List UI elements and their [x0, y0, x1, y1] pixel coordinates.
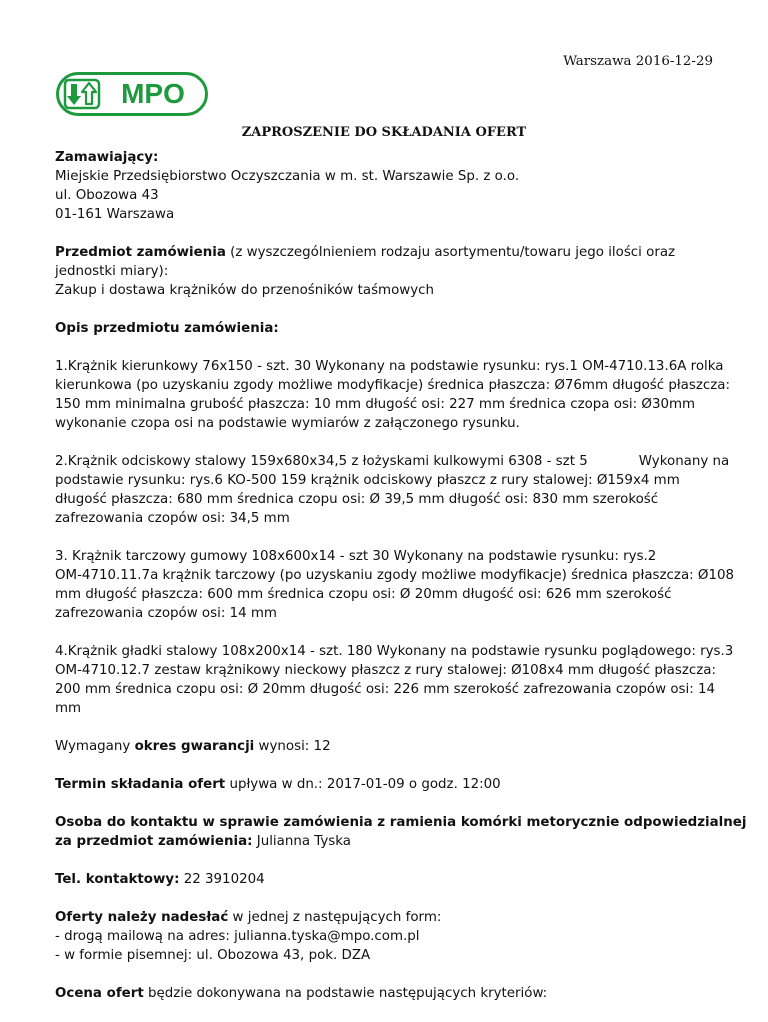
item-line: kierunkowa (po uzyskaniu zgody możliwe modyfikacje) średnica płaszcza: Ø76mm długość płaszcza:: [55, 378, 730, 393]
contact-section: [55, 813, 747, 851]
warranty-value: wynosi: 12: [254, 739, 331, 754]
offers-label: Oferty należy nadesłać: [55, 910, 229, 925]
evaluation-suffix: będzie dokonywana na podstawie następujących kryteriów:: [143, 986, 548, 1001]
warranty-prefix: Wymagany: [55, 739, 135, 754]
item-4: [55, 642, 734, 718]
item-line: mm długość płaszcza: 600 mm średnica czopu osi: Ø 20mm długość osi: 626 mm szerokość: [55, 587, 672, 602]
evaluation-label: Ocena ofert: [55, 986, 144, 1001]
mpo-logo: [56, 72, 208, 116]
item-1: [55, 357, 730, 433]
item-line: zafrezowania czopów osi: 34,5 mm: [55, 511, 290, 526]
document-body: [55, 148, 747, 1022]
deadline-label: Termin składania ofert: [55, 777, 226, 792]
item-line: 200 mm średnica czopu osi: Ø 20mm długość osi: 226 mm szerokość zafrezowania czopów osi: 14: [55, 682, 716, 697]
item-line: 4.Krążnik gładki stalowy 108x200x14 - szt. 180 Wykonany na podstawie rysunku poglądowego: rys.3: [55, 644, 734, 659]
subject-note-2: jednostki miary):: [55, 264, 169, 279]
subject-label: Przedmiot zamówienia: [55, 245, 226, 260]
contact-label-1: Osoba do kontaktu w sprawie zamówienia z ramienia komórki metorycznie odpowiedzialnej: [55, 815, 747, 830]
offers-postal-line: - w formie pisemnej: ul. Obozowa 43, pok. DZA: [55, 948, 371, 963]
item-3: [55, 547, 735, 623]
contact-label-2: za przedmiot zamówienia:: [55, 834, 253, 849]
phone-section: [55, 870, 725, 889]
item-line: 3. Krążnik tarczowy gumowy 108x600x14 - szt 30 Wykonany na podstawie rysunku: rys.2: [55, 549, 657, 564]
item-2: [55, 452, 730, 528]
offers-email-line: - drogą mailową na adres: julianna.tyska@mpo.com.pl: [55, 929, 420, 944]
item-line: długość płaszcza: 680 mm średnica czopu osi: Ø 39,5 mm długość osi: 830 mm szerokość: [55, 492, 659, 507]
item-line: mm: [55, 701, 82, 716]
document-title: ZAPROSZENIE DO SKŁADANIA OFERT: [241, 125, 527, 140]
warranty-section: [55, 737, 725, 756]
phone-label: Tel. kontaktowy:: [55, 872, 180, 887]
subject-section: [55, 243, 725, 300]
item-line: OM-4710.11.7a krążnik tarczowy (po uzyskaniu zgody możliwe modyfikacje) średnica płaszcza: Ø108: [55, 568, 735, 583]
ordering-party-street: ul. Obozowa 43: [55, 188, 159, 203]
ordering-party-label: Zamawiający:: [55, 150, 159, 165]
offers-suffix: w jednej z następujących form:: [228, 910, 442, 925]
subject-note-1: (z wyszczególnieniem rodzaju asortymentu/towaru jego ilości oraz: [225, 245, 676, 260]
item-line: podstawie rysunku: rys.6 KO-500 159 krążnik odciskowy płaszcz z rury stalowej: Ø159x4 mm: [55, 473, 680, 488]
item-line: OM-4710.12.7 zestaw krążnikowy nieckowy płaszcz z rury stalowej: Ø108x4 mm długość płaszcza:: [55, 663, 716, 678]
ordering-party-city: 01-161 Warszawa: [55, 207, 175, 222]
phone-value: 22 3910204: [179, 872, 265, 887]
offers-section: [55, 908, 725, 965]
item-line: 1.Krążnik kierunkowy 76x150 - szt. 30 Wykonany na podstawie rysunku: rys.1 OM-4710.13.6A rolka: [55, 359, 724, 374]
item-line: zafrezowania czopów osi: 14 mm: [55, 606, 277, 621]
deadline-value: upływa w dn.: 2017-01-09 o godz. 12:00: [225, 777, 501, 792]
description-heading-section: [55, 319, 725, 338]
contact-name: Julianna Tyska: [252, 834, 351, 849]
document-date: Warszawa 2016-12-29: [563, 54, 713, 69]
ordering-party-section: [55, 148, 725, 224]
subject-value: Zakup i dostawa krążników do przenośników taśmowych: [55, 283, 435, 298]
warranty-label: okres gwarancji: [134, 739, 255, 754]
deadline-section: [55, 775, 725, 794]
item-line: 150 mm minimalna grubość płaszcza: 10 mm długość osi: 227 mm średnica czopa osi: Ø30mm: [55, 397, 696, 412]
item-line: 2.Krążnik odciskowy stalowy 159x680x34,5 z łożyskami kulkowymi 6308 - szt 5 Wykonany na: [55, 454, 730, 469]
ordering-party-name: Miejskie Przedsiębiorstwo Oczyszczania w m. st. Warszawie Sp. z o.o.: [55, 169, 520, 184]
item-line: wykonanie czopa osi na podstawie wymiarów z załączonego rysunku.: [55, 416, 520, 431]
description-heading: Opis przedmiotu zamówienia:: [55, 321, 279, 336]
logo-text: MPO: [121, 78, 185, 109]
